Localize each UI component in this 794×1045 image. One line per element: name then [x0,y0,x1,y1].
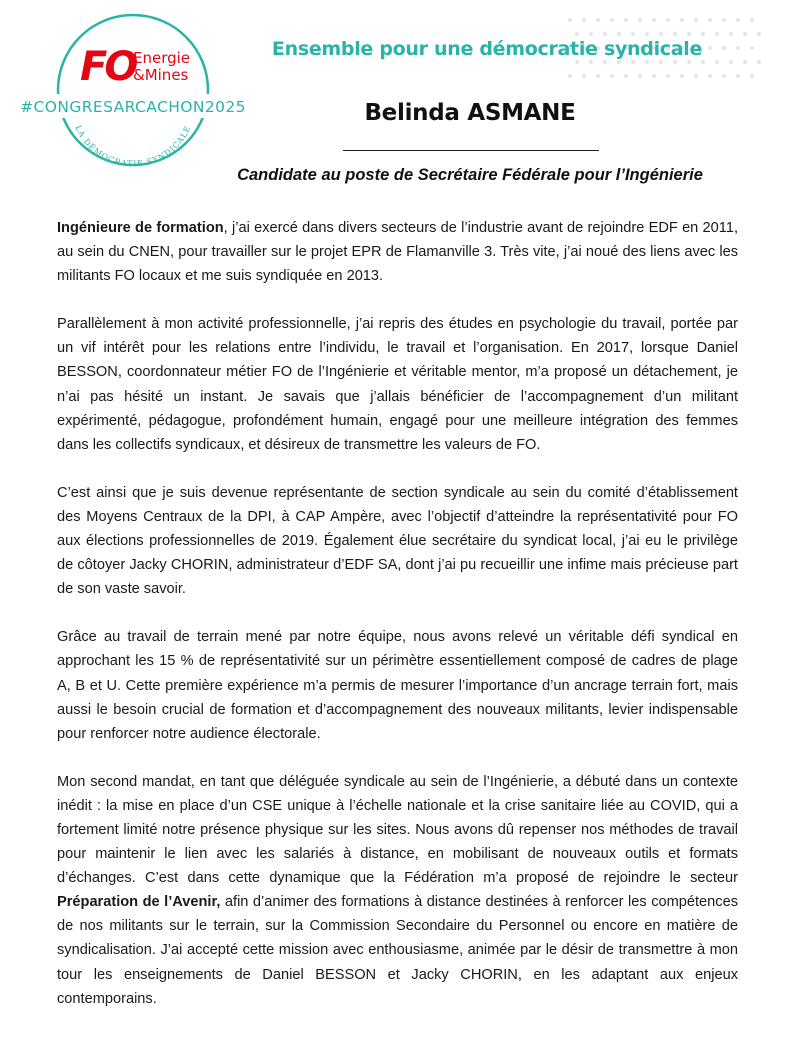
logo-graphic [18,8,248,173]
hashtag-text: #CONGRESARCACHON2025 [20,98,246,116]
title-divider [343,150,599,151]
candidacy-subtitle: Candidate au poste de Secrétaire Fédérale pour l’Ingénierie [237,166,703,184]
paragraph-2: Parallèlement à mon activité professionnelle, j’ai repris des études en psychologie du travail, portée par un vif intérêt pour les relations entre l’individu, le travail et l’organisation. En 2017, lorsque Daniel BESSON, coordonnateur métier FO de l’Ingénierie et véritable mentor, m’a proposé un détachement, je n’ai pas hésité un instant. Je savais que j’allais bénéficier de l’accompagnement d’un militant expérimenté, pédagogue, profondément humain, engagé pour une meilleure intégration des femmes dans les collectifs syndicaux, et désireux de transmettre les valeurs de FO. [57,316,738,453]
brand-line1: Energie [133,49,191,67]
arc-slogan [73,124,192,168]
paragraph-4: Grâce au travail de terrain mené par notre équipe, nous avons relevé un véritable défi syndical en approchant les 15 % de représentativité sur un périmètre essentiellement composé de cadres de plage A, B et U. Cette première expérience m’a permis de mesurer l’importance d’un ancrage terrain fort, mais aussi le besoin crucial de formation et d’accompagnement des nouveaux militants, levier indispensable pour renforcer notre audience électorale. [57,629,738,742]
paragraph-1-lead: Ingénieure de formation [57,220,224,236]
candidate-name: Belinda ASMANE [364,100,576,126]
paragraph-5-part1: Mon second mandat, en tant que déléguée syndicale au sein de l’Ingénierie, a débuté dans un contexte inédit : la mise en place d’un CSE unique à l’échelle nationale et la crise sanitaire liée au COVID, qui a fortement limité notre présence physique sur les sites. Nous avons dû repenser nos méthodes de travail pour maintenir le lien avec les salariés à distance, en mobilisant de nouveaux outils et formats d’échanges. C’est dans cette dynamique que la Fédération m’a proposé de rejoindre le secteur [57,773,738,887]
fo-mark: FO [80,44,136,90]
fo-energie-mines-logo [18,8,248,173]
slogan-heading: Ensemble pour une démocratie syndicale [271,38,703,60]
paragraph-3: C’est ainsi que je suis devenue représentante de section syndicale au sein du comité d’établissement des Moyens Centraux de la DPI, à CAP Ampère, avec l’objectif d’atteindre la représentativité pour FO aux élections professionnelles de 2019. Également élue secrétaire du syndicat local, j’ai eu le privilège de côtoyer Jacky CHORIN, administrateur d’EDF SA, dont j’ai pu recueillir une infime mais précieuse part de son vaste savoir. [57,484,738,598]
paragraph-1 [57,216,738,288]
paragraph-5 [57,770,738,1011]
arc-slogan-path: LA DÉMOCRATIE SYNDICALE [73,124,193,169]
paragraph-1-text: , j’ai exercé dans divers secteurs de l’industrie avant de rejoindre EDF en 2011, au sein du CNEN, pour travailler sur le projet EPR de Flamanville 3. Très vite, j’ai noué des liens avec les militants FO locaux et me suis syndiquée en 2013. [57,220,738,285]
paragraph-5-bold: Préparation de l’Avenir, [57,894,221,911]
paragraph-5-part2: afin d’animer des formations à distance destinées à renforcer les compétences de nos militants sur le terrain, sur la Commission Secondaire du Personnel ou encore en matière de syndicalisation. J’ai accepté cette mission avec enthousiasme, animée par le désir de transmettre à mon tour les enseignements de Daniel BESSON et Jacky CHORIN, en les adaptant aux enjeux contemporains. [57,894,739,1007]
brand-line2: &Mines [133,66,189,84]
logo-ring [58,15,208,165]
letter-body [57,216,738,1035]
